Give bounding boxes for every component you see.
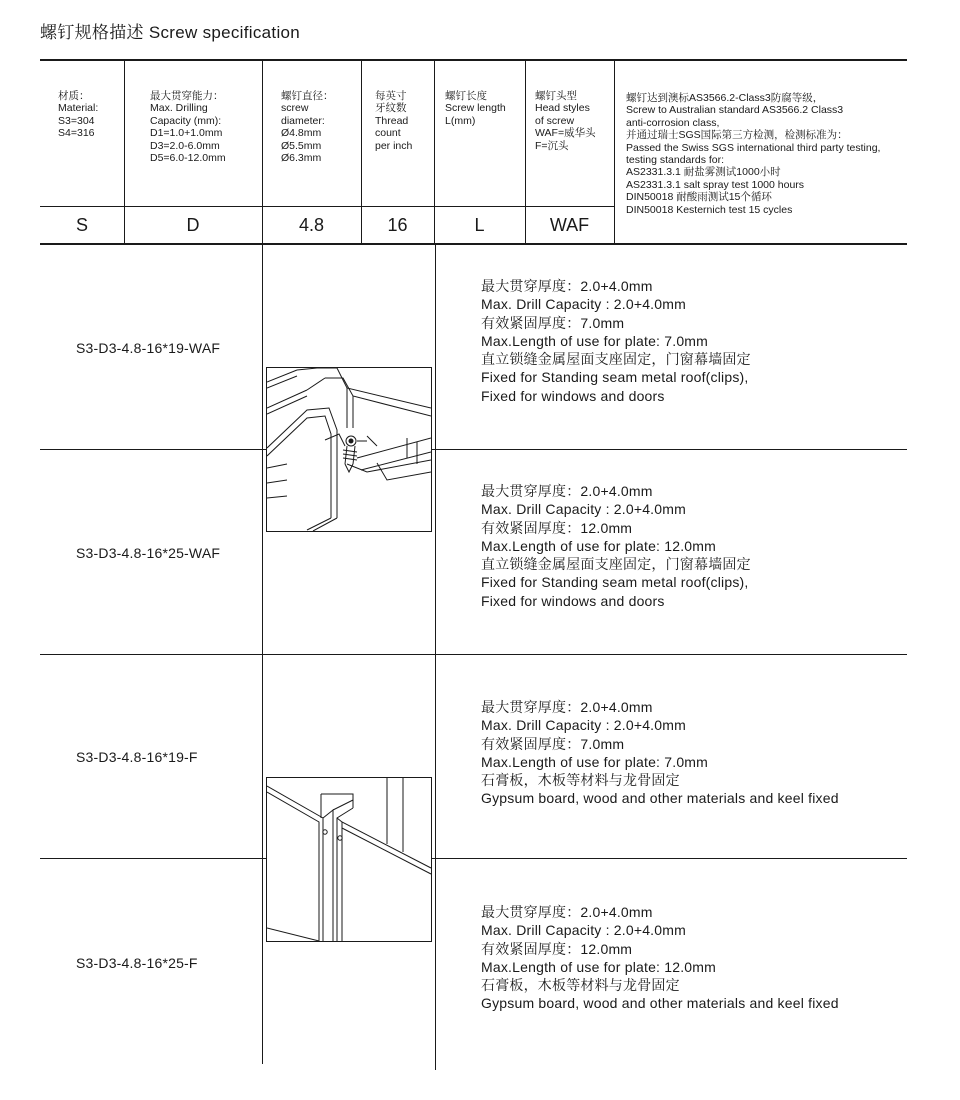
desc-line: Fixed for windows and doors bbox=[481, 592, 665, 609]
product-description bbox=[481, 482, 751, 610]
spec-note-line: 并通过瑞士SGS国际第三方检测，检测标准为： bbox=[626, 129, 848, 142]
desc-line: 最大贯穿厚度：2.0+4.0mm bbox=[481, 278, 653, 294]
desc-line: Max.Length of use for plate: 7.0mm bbox=[481, 753, 709, 770]
desc-line: Max. Drill Capacity : 2.0+4.0mm bbox=[481, 922, 686, 939]
desc-line: 最大贯穿厚度：2.0+4.0mm bbox=[481, 904, 653, 920]
desc-line: Fixed for Standing seam metal roof(clips), bbox=[481, 369, 749, 386]
desc-line: 石膏板，木板等材料与龙骨固定 bbox=[481, 772, 680, 789]
spec-note bbox=[626, 92, 880, 216]
spec-note-line: AS2331.3.1 salt spray test 1000 hours bbox=[626, 178, 805, 191]
product-model: S3-D3-4.8-16*19-F bbox=[76, 749, 198, 765]
desc-line: 直立锁缝金属屋面支座固定，门窗幕墙固定 bbox=[481, 351, 751, 368]
code-drill: D bbox=[186, 215, 200, 235]
code-length: L bbox=[474, 215, 485, 235]
table-top-rule bbox=[40, 59, 907, 61]
desc-line: Gypsum board, wood and other materials and keel fixed bbox=[481, 995, 839, 1012]
header-head-style: 螺钉头型 Head styles of screw WAF=威华头 F=沉头 bbox=[535, 90, 596, 152]
desc-line: Fixed for Standing seam metal roof(clips), bbox=[481, 574, 749, 591]
desc-line: 石膏板，木板等材料与龙骨固定 bbox=[481, 977, 680, 994]
column-divider bbox=[614, 59, 615, 244]
gypsum-board-illustration bbox=[266, 777, 432, 942]
spec-note-line: 螺钉达到澳标AS3566.2-Class3防腐等级， bbox=[626, 92, 824, 104]
product-description bbox=[481, 698, 839, 808]
roof-clip-illustration bbox=[266, 367, 432, 532]
desc-line: 最大贯穿厚度：2.0+4.0mm bbox=[481, 483, 653, 499]
page-title: 螺钉规格描述 Screw specification bbox=[40, 23, 301, 42]
code-diameter: 4.8 bbox=[298, 215, 325, 235]
header-material: 材质： Material: S3=304 S4=316 bbox=[58, 90, 99, 140]
product-description bbox=[481, 277, 751, 405]
desc-line: 有效紧固厚度：12.0mm bbox=[481, 519, 633, 536]
spec-note-line: anti-corrosion class, bbox=[626, 116, 720, 129]
section-divider bbox=[435, 244, 436, 1070]
desc-line: Max. Drill Capacity : 2.0+4.0mm bbox=[481, 717, 686, 734]
desc-line: 直立锁缝金属屋面支座固定，门窗幕墙固定 bbox=[481, 556, 751, 573]
desc-line: Gypsum board, wood and other materials and keel fixed bbox=[481, 790, 839, 807]
desc-line: Fixed for windows and doors bbox=[481, 387, 665, 404]
code-head: WAF bbox=[549, 215, 590, 235]
desc-line: 最大贯穿厚度：2.0+4.0mm bbox=[481, 699, 653, 715]
desc-line: Max.Length of use for plate: 12.0mm bbox=[481, 537, 717, 554]
desc-line: Max.Length of use for plate: 7.0mm bbox=[481, 332, 709, 349]
spec-note-line: AS2331.3.1 耐盐雾测试1000小时 bbox=[626, 166, 781, 179]
desc-line: 有效紧固厚度：7.0mm bbox=[481, 314, 625, 331]
product-model: S3-D3-4.8-16*25-WAF bbox=[76, 545, 221, 561]
desc-line: Max. Drill Capacity : 2.0+4.0mm bbox=[481, 501, 686, 518]
code-material: S bbox=[75, 215, 88, 235]
row-divider bbox=[40, 449, 907, 450]
code-row-divider bbox=[40, 206, 614, 207]
desc-line: 有效紧固厚度：7.0mm bbox=[481, 735, 625, 752]
row-divider bbox=[40, 654, 907, 655]
product-description bbox=[481, 903, 839, 1013]
spec-note-line: Screw to Australian standard AS3566.2 Class3 bbox=[626, 104, 844, 117]
product-model: S3-D3-4.8-16*25-F bbox=[76, 955, 198, 971]
header-diameter: 螺钉直径： screw diameter: Ø4.8mm Ø5.5mm Ø6.3mm bbox=[281, 90, 334, 165]
desc-line: 有效紧固厚度：12.0mm bbox=[481, 940, 633, 957]
header-screw-length: 螺钉长度 Screw length L(mm) bbox=[445, 90, 506, 127]
spec-note-line: testing standards for: bbox=[626, 154, 725, 167]
header-drill-capacity: 最大贯穿能力： Max. Drilling Capacity (mm): D1=1.0+1.0mm D3=2.0-6.0mm D5=6.0-12.0mm bbox=[150, 90, 226, 165]
desc-line: Max. Drill Capacity : 2.0+4.0mm bbox=[481, 296, 686, 313]
spec-note-line: DIN50018 耐酸雨测试15个循环 bbox=[626, 191, 772, 204]
header-thread-count: 每英寸 牙纹数 Thread count per inch bbox=[375, 90, 413, 152]
code-thread: 16 bbox=[387, 215, 408, 235]
desc-line: Max.Length of use for plate: 12.0mm bbox=[481, 958, 717, 975]
product-model: S3-D3-4.8-16*19-WAF bbox=[76, 340, 221, 356]
table-bottom-rule bbox=[40, 243, 907, 245]
spec-note-line: DIN50018 Kesternich test 15 cycles bbox=[626, 203, 793, 216]
spec-note-line: Passed the Swiss SGS international third party testing, bbox=[626, 141, 881, 154]
row-divider bbox=[40, 858, 907, 859]
